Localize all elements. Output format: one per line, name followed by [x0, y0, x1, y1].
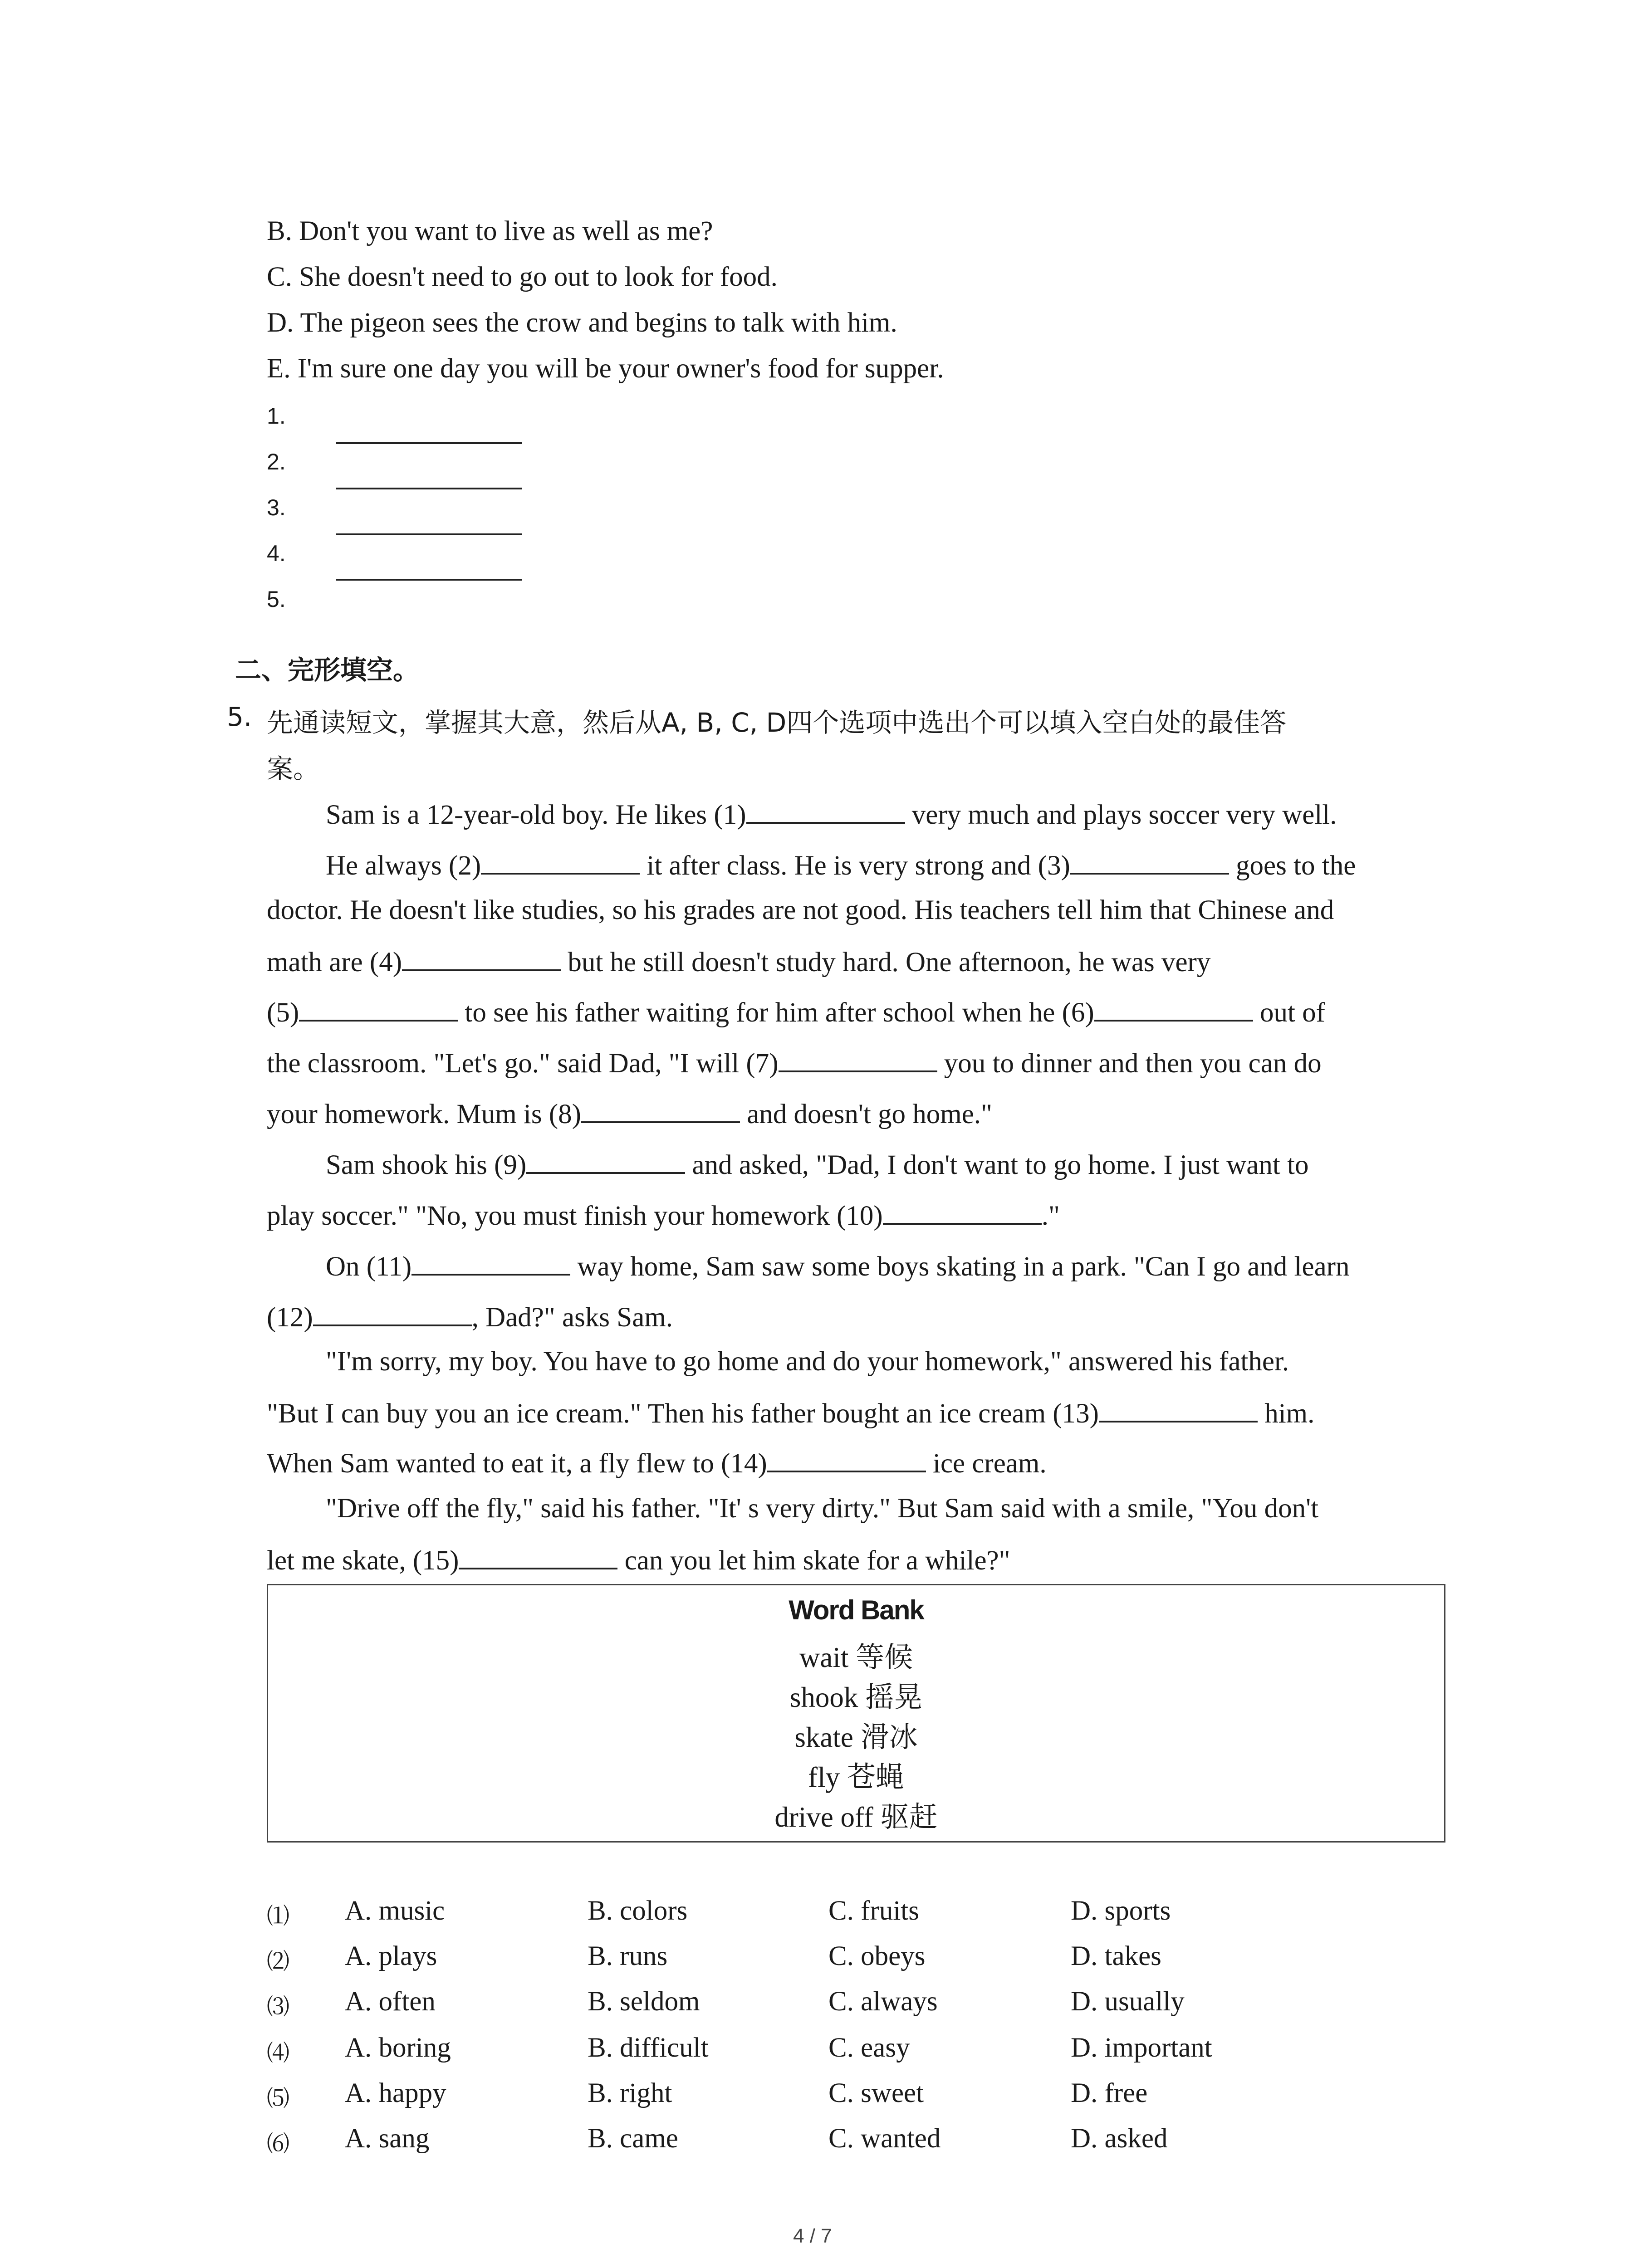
- cloze-blank[interactable]: [313, 1301, 472, 1326]
- passage-text: Sam shook his (9): [326, 1150, 527, 1180]
- passage-text: but he still doesn't study hard. One afternoon, he was very: [561, 947, 1211, 978]
- passage-text: out of: [1253, 997, 1325, 1028]
- choice-option-b[interactable]: B. right: [588, 2078, 672, 2108]
- choice-number: ⑷: [267, 2040, 289, 2066]
- passage-line: [326, 1346, 1289, 1377]
- cloze-blank[interactable]: [1094, 996, 1253, 1022]
- cloze-blank[interactable]: [779, 1047, 937, 1072]
- choice-option-b[interactable]: B. came: [588, 2123, 678, 2154]
- passage-text: math are (4): [267, 947, 402, 978]
- choice-option-d[interactable]: D. sports: [1071, 1896, 1171, 1926]
- choice-option-b[interactable]: B. difficult: [588, 2033, 709, 2063]
- choice-option-a[interactable]: A. music: [345, 1896, 445, 1926]
- choice-option-c[interactable]: C. wanted: [828, 2123, 941, 2154]
- passage-text: (12): [267, 1302, 313, 1333]
- passage-line: [267, 996, 1325, 1028]
- passage-line: [267, 895, 1334, 925]
- cloze-blank[interactable]: [1070, 849, 1229, 875]
- passage-text: "But I can buy you an ice cream." Then his father bought an ice cream (13): [267, 1398, 1099, 1429]
- choice-option-d[interactable]: D. free: [1071, 2078, 1148, 2108]
- section-title: 二、完形填空。: [235, 655, 420, 685]
- cloze-blank[interactable]: [402, 946, 561, 971]
- cloze-blank[interactable]: [746, 798, 905, 824]
- option-e: E. I'm sure one day you will be your owner's food for supper.: [267, 353, 944, 384]
- answer-number-4: 4.: [267, 541, 286, 566]
- passage-text: can you let him skate for a while?": [617, 1545, 1010, 1576]
- passage-text: "Drive off the fly," said his father. "It' s very dirty." But Sam said with a smile, "You don't: [326, 1493, 1319, 1524]
- choice-option-b[interactable]: B. runs: [588, 1941, 668, 1971]
- cloze-blank[interactable]: [299, 996, 458, 1022]
- cloze-blank[interactable]: [883, 1199, 1042, 1225]
- passage-text: "I'm sorry, my boy. You have to go home and do your homework," answered his father.: [326, 1346, 1289, 1377]
- choice-option-a[interactable]: A. boring: [345, 2033, 451, 2063]
- passage-line: [267, 1199, 1060, 1231]
- choice-option-d[interactable]: D. asked: [1071, 2123, 1168, 2154]
- passage-line: [326, 1149, 1309, 1180]
- passage-line: [267, 946, 1210, 978]
- answer-number-2: 2.: [267, 449, 286, 474]
- choice-option-c[interactable]: C. fruits: [828, 1896, 919, 1926]
- word-bank-box: [267, 1584, 1445, 1843]
- passage-line: [267, 1447, 1047, 1479]
- choice-option-b[interactable]: B. colors: [588, 1896, 688, 1926]
- passage-text: play soccer." "No, you must finish your homework (10): [267, 1201, 883, 1231]
- passage-text: Sam is a 12-year-old boy. He likes (1): [326, 800, 746, 830]
- choice-option-c[interactable]: C. easy: [828, 2033, 910, 2063]
- answer-blank-3[interactable]: [336, 533, 522, 535]
- cloze-blank[interactable]: [411, 1250, 570, 1276]
- passage-line: [267, 1301, 673, 1333]
- answer-number-3: 3.: [267, 495, 286, 520]
- passage-text: He always (2): [326, 850, 481, 881]
- passage-text: When Sam wanted to eat it, a fly flew to (14): [267, 1448, 767, 1479]
- option-b: B. Don't you want to live as well as me?: [267, 216, 713, 246]
- passage-text: you to dinner and then you can do: [937, 1048, 1322, 1079]
- question-number: 5.: [227, 701, 252, 732]
- choice-number: ⑹: [267, 2131, 289, 2156]
- word-bank-item: fly 苍蝇: [808, 1761, 904, 1793]
- passage-text: goes to the: [1229, 850, 1356, 881]
- passage-line: [267, 1098, 992, 1129]
- answer-number-1: 1.: [267, 403, 286, 429]
- choice-number: ⑵: [267, 1949, 289, 1974]
- passage-line: [267, 1544, 1010, 1576]
- choice-number: ⑴: [267, 1903, 289, 1929]
- choice-option-a[interactable]: A. plays: [345, 1941, 437, 1971]
- passage-text: let me skate, (15): [267, 1545, 459, 1576]
- choice-option-c[interactable]: C. obeys: [828, 1941, 926, 1971]
- answer-number-5: 5.: [267, 587, 286, 612]
- passage-text: and asked, "Dad, I don't want to go home. I just want to: [685, 1150, 1309, 1180]
- passage-text: and doesn't go home.": [740, 1099, 992, 1129]
- passage-text: it after class. He is very strong and (3): [640, 850, 1070, 881]
- passage-text: (5): [267, 997, 299, 1028]
- choice-option-d[interactable]: D. usually: [1071, 1986, 1185, 2017]
- passage-text: the classroom. "Let's go." said Dad, "I will (7): [267, 1048, 779, 1079]
- choice-option-a[interactable]: A. often: [345, 1986, 436, 2017]
- passage-text: .": [1041, 1201, 1060, 1231]
- page-number: 4 / 7: [793, 2225, 832, 2247]
- answer-blank-4[interactable]: [336, 579, 522, 581]
- passage-text: him.: [1257, 1398, 1315, 1429]
- passage-text: to see his father waiting for him after school when he (6): [458, 997, 1094, 1028]
- question-instruction-cont: 案。: [267, 753, 320, 784]
- word-bank-title: Word Bank: [789, 1595, 924, 1625]
- word-bank-item: shook 摇晃: [789, 1681, 923, 1713]
- passage-line: [326, 798, 1337, 830]
- cloze-blank[interactable]: [481, 849, 640, 875]
- choice-option-a[interactable]: A. happy: [345, 2078, 446, 2108]
- option-d: D. The pigeon sees the crow and begins to talk with him.: [267, 308, 897, 338]
- choice-number: ⑶: [267, 1994, 289, 2019]
- cloze-blank[interactable]: [581, 1098, 740, 1123]
- passage-line: [326, 1250, 1349, 1282]
- passage-text: your homework. Mum is (8): [267, 1099, 581, 1129]
- word-bank-item: drive off 驱赶: [774, 1801, 938, 1833]
- answer-blank-1[interactable]: [336, 442, 522, 444]
- choice-option-d[interactable]: D. important: [1071, 2033, 1212, 2063]
- passage-text: , Dad?" asks Sam.: [471, 1302, 673, 1333]
- choice-option-c[interactable]: C. sweet: [828, 2078, 924, 2108]
- passage-text: very much and plays soccer very well.: [905, 800, 1337, 830]
- passage-text: way home, Sam saw some boys skating in a park. "Can I go and learn: [570, 1251, 1350, 1282]
- cloze-blank[interactable]: [767, 1447, 926, 1472]
- cloze-blank[interactable]: [526, 1149, 685, 1174]
- passage-line: [267, 1397, 1314, 1429]
- word-bank-item: wait 等候: [799, 1642, 913, 1673]
- passage-line: [267, 1047, 1322, 1079]
- cloze-blank[interactable]: [459, 1544, 617, 1569]
- question-instruction: 先通读短文，掌握其大意，然后从A, B, C, D四个选项中选出个可以填入空白处的最佳答: [267, 707, 1287, 738]
- answer-blank-2[interactable]: [336, 488, 522, 489]
- choice-number: ⑸: [267, 2086, 289, 2111]
- choice-option-a[interactable]: A. sang: [345, 2123, 430, 2154]
- passage-line: [326, 849, 1356, 881]
- choice-option-d[interactable]: D. takes: [1071, 1941, 1161, 1971]
- passage-text: On (11): [326, 1251, 412, 1282]
- choice-option-c[interactable]: C. always: [828, 1986, 938, 2017]
- passage-text: doctor. He doesn't like studies, so his grades are not good. His teachers tell him that Chinese and: [267, 895, 1334, 925]
- passage-text: ice cream.: [926, 1448, 1047, 1479]
- passage-line: [326, 1493, 1318, 1524]
- choice-option-b[interactable]: B. seldom: [588, 1986, 700, 2017]
- word-bank-item: skate 滑冰: [794, 1721, 918, 1753]
- cloze-blank[interactable]: [1099, 1397, 1258, 1422]
- option-c: C. She doesn't need to go out to look for food.: [267, 262, 778, 292]
